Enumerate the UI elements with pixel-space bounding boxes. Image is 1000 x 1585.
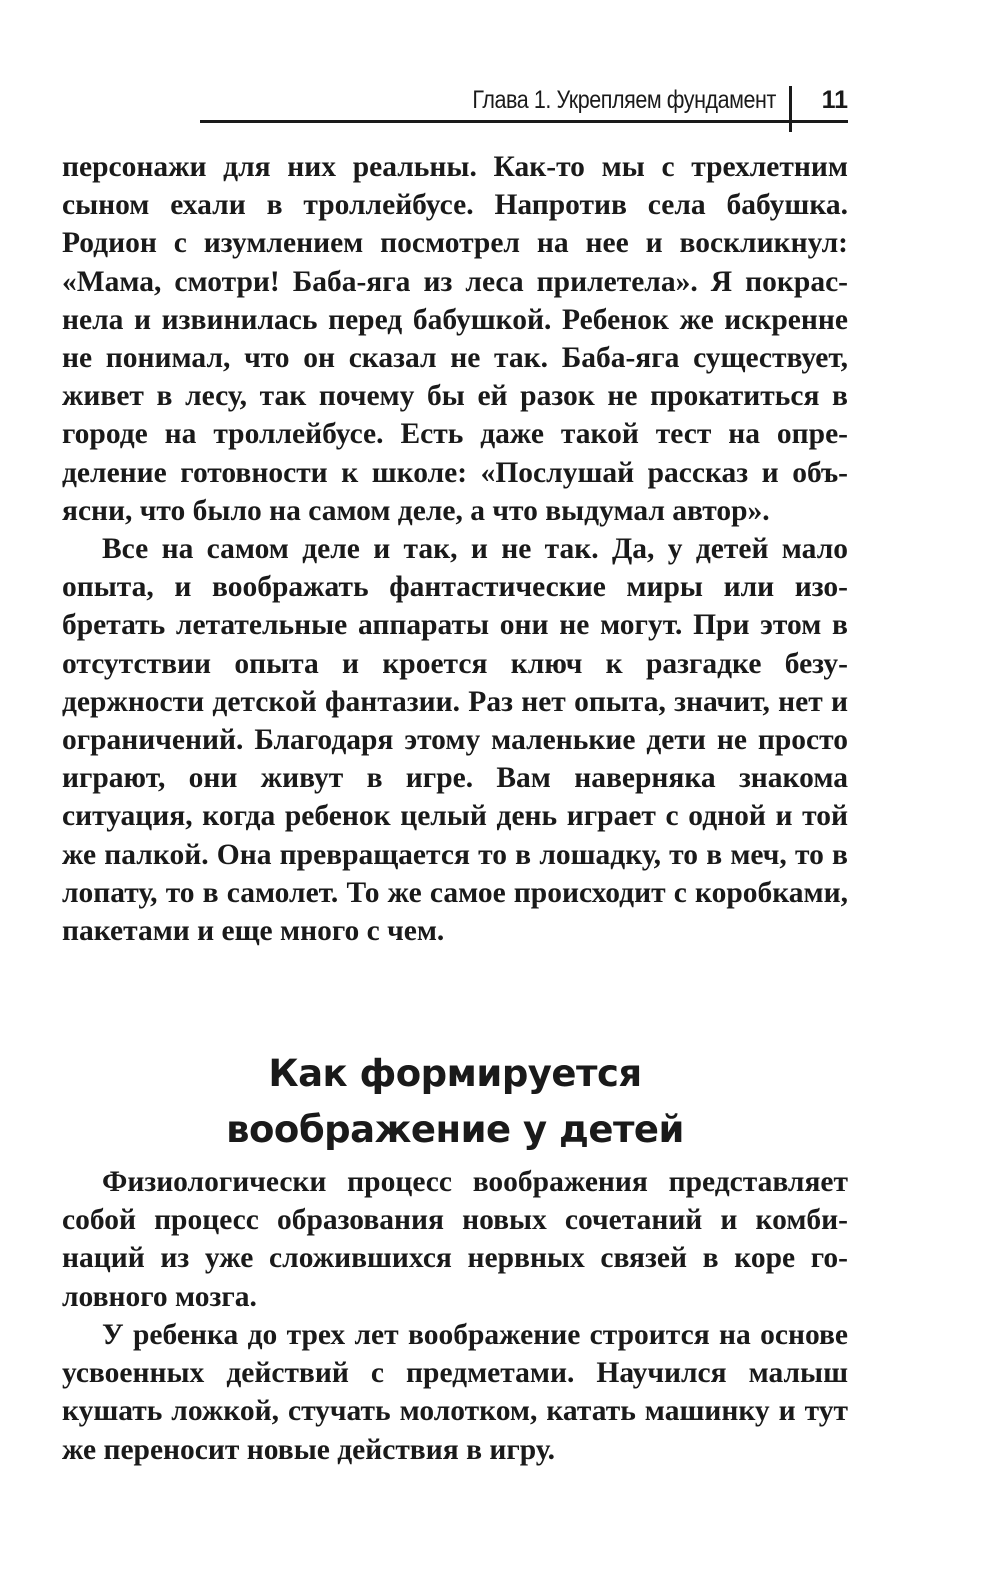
body-paragraph: Физиологически процесс воображения представляет собой процесс образования новых сочетаний и комбинаций из уже сложившихся нервных связей в коре головного мозга. [62, 1166, 848, 1313]
page-number: 11 [821, 86, 848, 114]
chapter-title: Глава 1. Укрепляем фундамент [472, 86, 776, 114]
running-head [200, 84, 848, 126]
body-paragraph: персонажи для них реальны. Как-то мы с трехлетним сыном ехали в троллейбусе. Напротив села бабушка. Родион с изумлением посмотрел на нее и воскликнул: «Мама, смотри! Баба-яга из леса прилетела». Я покраснела и извинилась перед бабушкой. Ребенок же искренне не понимал, что он сказал не так. Баба-яга существует, живет в лесу, так почему бы ей разок не прокатиться в городе на троллейбусе. Есть даже такой тест на определение готовности к школе: «Послушай рассказ и объясни, что было на самом деле, а что выдумал автор». [62, 151, 848, 527]
body-paragraph: Все на самом деле и так, и не так. Да, у детей мало опыта, и воображать фантастические миры или изобретать летательные аппараты они не могут. При этом в отсутствии опыта и кроется ключ к разгадке безудержности детской фантазии. Раз нет опыта, значит, нет и ограничений. Благодаря этому маленькие дети не просто играют, они живут в игре. Вам наверняка знакома ситуация, когда ребенок целый день играет с одной и той же палкой. Она превращается то в лошадку, то в меч, то в лопату, то в самолет. То же самое происходит с коробками, пакетами и еще много с чем. [62, 533, 848, 948]
body-paragraph: У ребенка до трех лет воображение строится на основе усвоенных действий с предметами. Научился малыш кушать ложкой, стучать молотком, катать машинку и тут же переносит новые действия в игру. [62, 1319, 848, 1466]
header-divider [789, 86, 792, 132]
header-rule [200, 120, 848, 123]
section-heading-line: Как формируется [268, 1052, 642, 1095]
section-heading [62, 1046, 848, 1158]
section-heading-line: воображение у детей [226, 1108, 684, 1151]
